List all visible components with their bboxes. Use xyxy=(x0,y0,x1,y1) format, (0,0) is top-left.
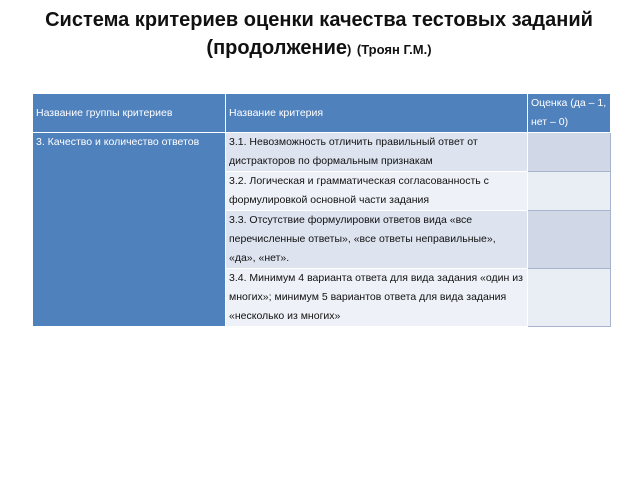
slide-title xyxy=(10,6,628,64)
title-author: (Троян Г.М.) xyxy=(356,42,432,57)
criteria-table xyxy=(32,93,611,327)
table-header-row xyxy=(33,94,611,133)
criterion-cell: 3.2. Логическая и грамматическая согласованность с формулировкой основной части задания xyxy=(226,172,528,211)
title-continuation: (продолжение xyxy=(206,37,347,59)
score-cell xyxy=(528,211,611,269)
header-score: Оценка (да – 1, нет – 0) xyxy=(528,94,611,133)
title-line-2 xyxy=(10,34,628,64)
criteria-group-cell: 3. Качество и количество ответов xyxy=(33,133,226,327)
title-paren-close: ) xyxy=(347,42,352,57)
score-cell xyxy=(528,172,611,211)
header-criterion: Название критерия xyxy=(226,94,528,133)
header-group: Название группы критериев xyxy=(33,94,226,133)
table-row xyxy=(33,133,611,172)
title-line-1: Система критериев оценки качества тестовых заданий xyxy=(45,9,593,31)
criterion-cell: 3.1. Невозможность отличить правильный ответ от дистракторов по формальным признакам xyxy=(226,133,528,172)
criterion-cell: 3.4. Минимум 4 варианта ответа для вида задания «один из многих»; минимум 5 вариантов ответа для вида задания «несколько из многих» xyxy=(226,269,528,327)
score-cell xyxy=(528,269,611,327)
score-cell xyxy=(528,133,611,172)
criterion-cell: 3.3. Отсутствие формулировки ответов вида «все перечисленные ответы», «все ответы неправильные», «да», «нет». xyxy=(226,211,528,269)
